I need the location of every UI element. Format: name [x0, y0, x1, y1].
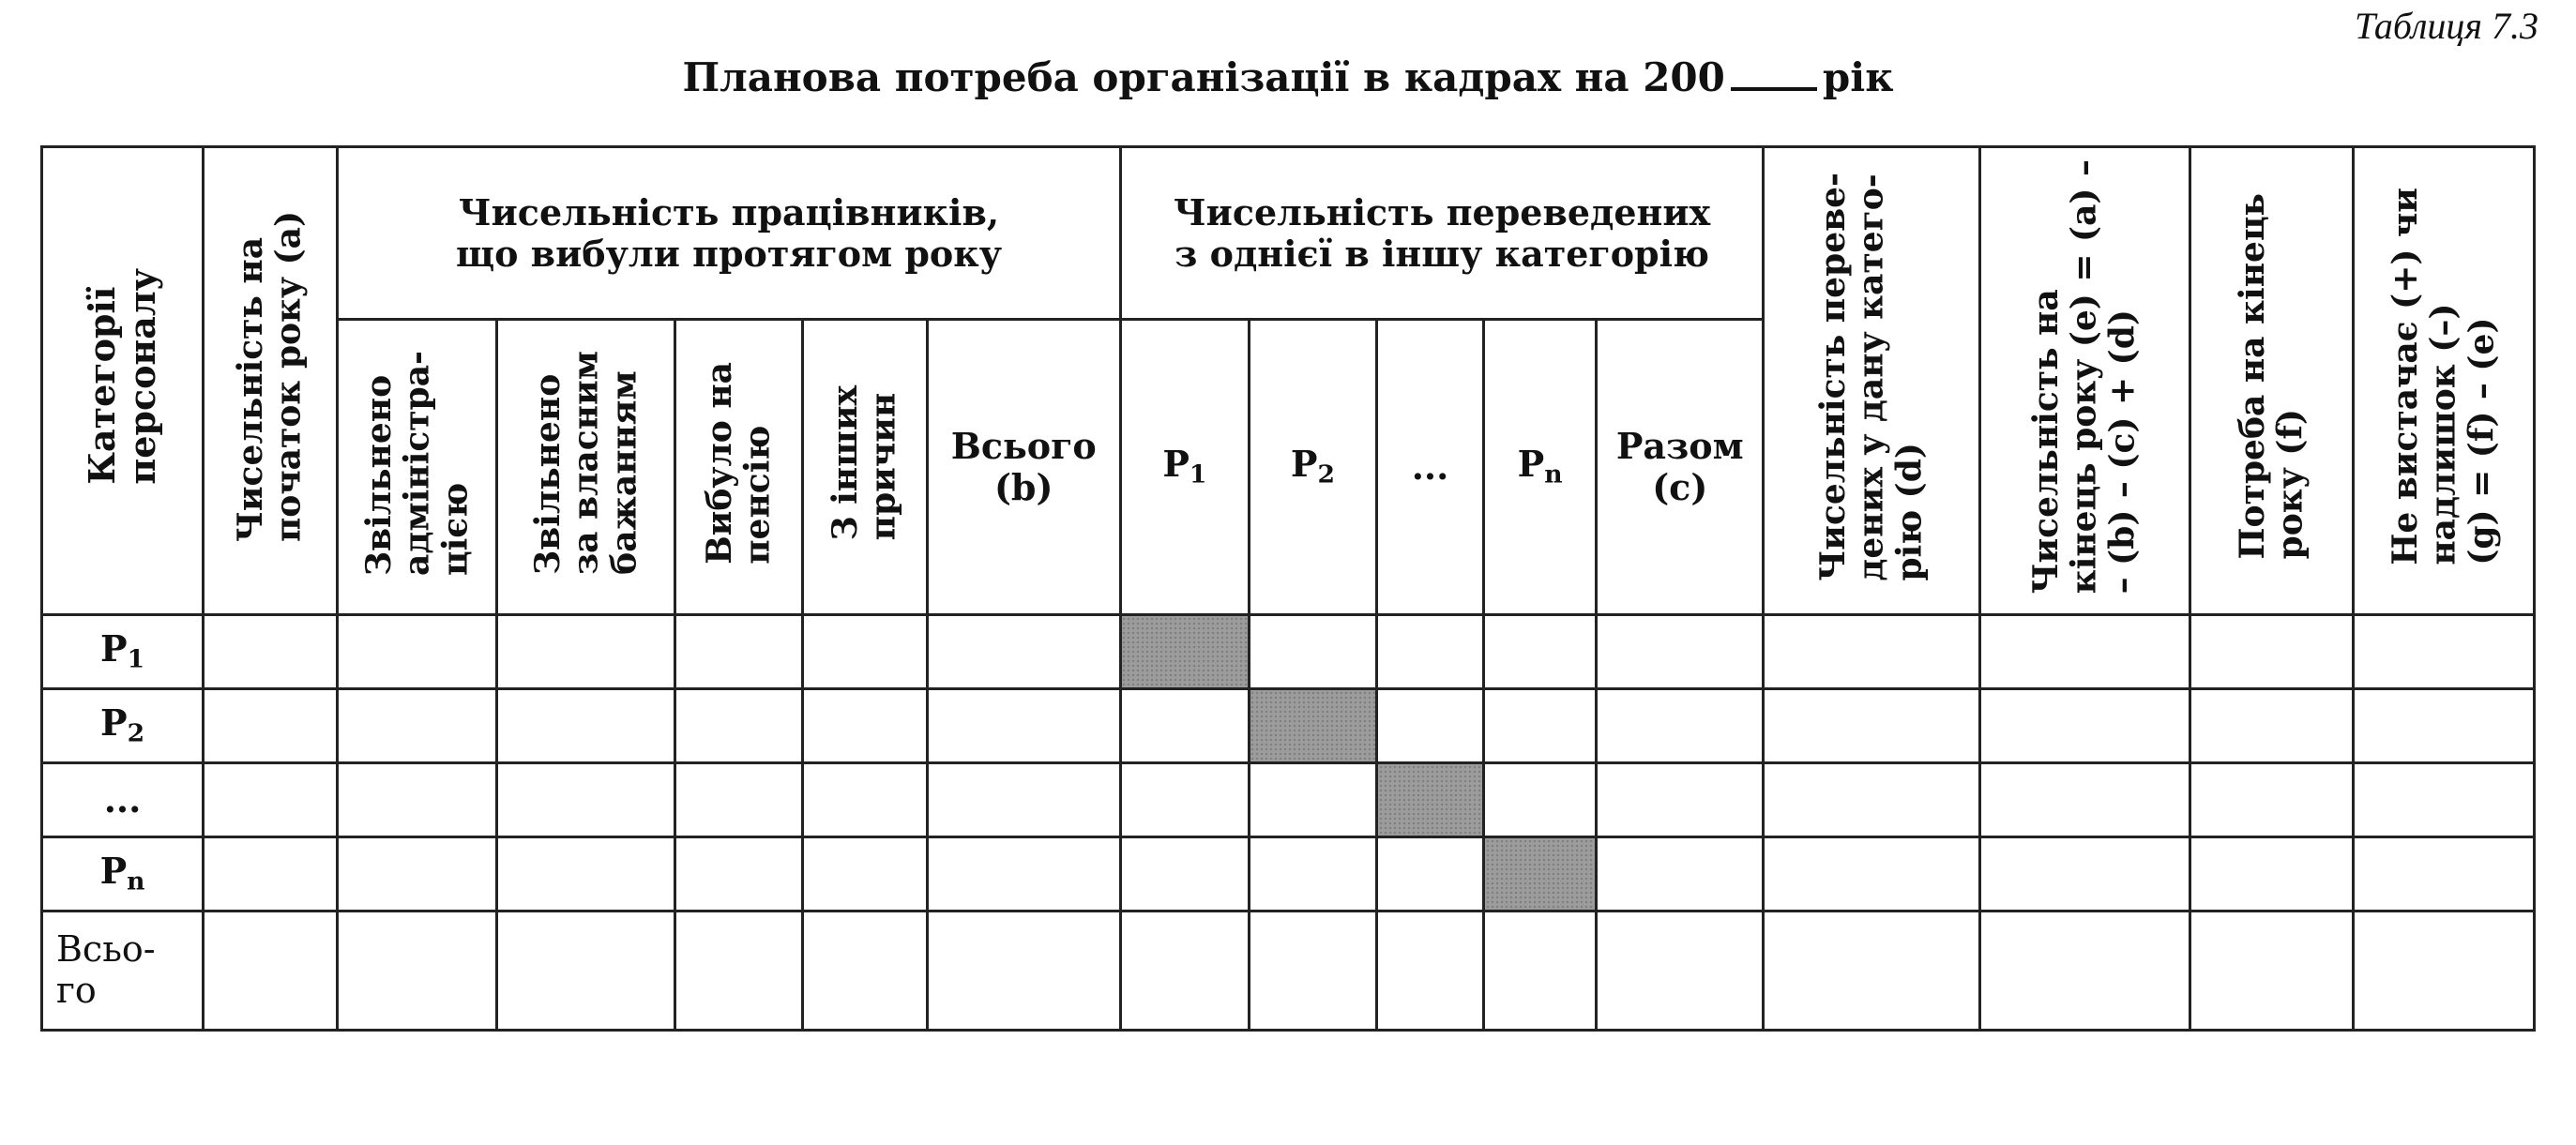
data-cell[interactable] — [497, 837, 675, 911]
data-cell[interactable] — [2190, 911, 2353, 1031]
data-cell[interactable] — [204, 911, 338, 1031]
data-cell[interactable] — [927, 689, 1120, 763]
row-label-text: P — [100, 627, 128, 670]
data-cell[interactable] — [802, 763, 927, 837]
data-cell[interactable] — [497, 911, 675, 1031]
title-suffix: рік — [1822, 54, 1894, 100]
data-cell[interactable] — [802, 615, 927, 689]
data-cell[interactable] — [1764, 911, 1979, 1031]
header-need-text: Потреба на кінець року (f) — [2232, 193, 2311, 560]
header-transfer-total: Разом (с) — [1597, 320, 1764, 615]
header-category-text: Категорії персоналу — [80, 268, 163, 485]
header-transfer-p2 — [1249, 320, 1376, 615]
data-cell[interactable] — [675, 911, 802, 1031]
row-label — [42, 911, 204, 1031]
table-row — [42, 763, 2535, 837]
header-left-other-text: З інших причин — [825, 384, 903, 541]
row-label — [42, 837, 204, 911]
data-cell[interactable] — [2190, 837, 2353, 911]
row-label-sub: n — [127, 867, 145, 897]
table-row — [42, 689, 2535, 763]
data-cell[interactable] — [204, 689, 338, 763]
data-cell[interactable] — [1484, 689, 1597, 763]
header-left-own-text: Звільнено за власним бажанням — [527, 351, 644, 576]
shaded-cell — [1377, 763, 1484, 837]
data-cell[interactable] — [675, 615, 802, 689]
data-cell[interactable] — [1597, 615, 1764, 689]
row-label — [42, 689, 204, 763]
data-cell[interactable] — [204, 615, 338, 689]
p2-sub: 2 — [1317, 460, 1336, 490]
data-cell[interactable] — [497, 689, 675, 763]
header-left-pension-text: Вибуло на пенсію — [699, 361, 778, 565]
data-cell[interactable] — [802, 837, 927, 911]
header-left-group: Чисельність працівників, що вибули протягом року — [338, 147, 1121, 320]
data-cell[interactable] — [1120, 837, 1249, 911]
data-cell[interactable] — [2190, 763, 2353, 837]
header-start-count — [204, 147, 338, 615]
shaded-cell — [1484, 837, 1597, 911]
data-cell[interactable] — [675, 689, 802, 763]
pn-sub: n — [1544, 460, 1563, 490]
p1-sub: 1 — [1189, 460, 1207, 490]
staffing-table — [40, 145, 2536, 1032]
header-category — [42, 147, 204, 615]
data-cell[interactable] — [802, 911, 927, 1031]
data-cell[interactable] — [2353, 689, 2534, 763]
data-cell[interactable] — [497, 763, 675, 837]
data-cell[interactable] — [497, 615, 675, 689]
shaded-cell — [1249, 689, 1376, 763]
data-cell[interactable] — [2190, 615, 2353, 689]
pn-letter: P — [1517, 443, 1545, 486]
header-left-admin-text: Звільнено адміністра- цією — [358, 350, 476, 576]
header-left-admin — [338, 320, 497, 615]
data-cell[interactable] — [1249, 763, 1376, 837]
header-left-total: Всього (b) — [927, 320, 1120, 615]
year-blank — [1731, 57, 1817, 91]
header-transfer-group: Чисельність переведених з однієї в іншу категорію — [1120, 147, 1764, 320]
data-cell[interactable] — [1764, 615, 1979, 689]
data-cell[interactable] — [1597, 689, 1764, 763]
row-label — [42, 763, 204, 837]
data-cell[interactable] — [338, 837, 497, 911]
data-cell[interactable] — [1377, 615, 1484, 689]
table-row — [42, 837, 2535, 911]
row-label-sub: 1 — [127, 645, 145, 675]
data-cell[interactable] — [2353, 837, 2534, 911]
data-cell[interactable] — [204, 763, 338, 837]
data-cell[interactable] — [927, 763, 1120, 837]
header-end-count-text: Чисельність на кінець року (е) = (а) – – (b) – (с) + (d) — [2026, 158, 2143, 595]
data-cell[interactable] — [1377, 911, 1484, 1031]
header-left-own — [497, 320, 675, 615]
header-left-other — [802, 320, 927, 615]
data-cell[interactable] — [2353, 911, 2534, 1031]
header-shortage-text: Не вистачає (+) чи надлишок (–) (g) = (f) – (e) — [2385, 188, 2502, 565]
row-label-text: P — [99, 850, 128, 893]
table-number: Таблиця 7.3 — [2355, 5, 2538, 47]
data-cell[interactable] — [1249, 837, 1376, 911]
data-cell[interactable] — [1597, 837, 1764, 911]
header-start-count-text: Чисельність на початок року (а) — [231, 211, 310, 543]
header-transfer-p1 — [1120, 320, 1249, 615]
data-cell[interactable] — [1120, 763, 1249, 837]
data-cell[interactable] — [1764, 689, 1979, 763]
p1-letter: P — [1162, 443, 1190, 486]
data-cell[interactable] — [338, 763, 497, 837]
data-cell[interactable] — [1597, 911, 1764, 1031]
data-cell[interactable] — [675, 837, 802, 911]
data-cell[interactable] — [2190, 689, 2353, 763]
data-cell[interactable] — [1377, 837, 1484, 911]
header-transfer-dots: ... — [1377, 320, 1484, 615]
data-cell[interactable] — [1484, 615, 1597, 689]
shaded-cell — [1120, 615, 1249, 689]
data-cell[interactable] — [802, 689, 927, 763]
title-text: Планова потреба організації в кадрах на 200 — [682, 54, 1725, 100]
data-cell[interactable] — [1597, 763, 1764, 837]
table-row — [42, 911, 2535, 1031]
data-cell[interactable] — [1249, 911, 1376, 1031]
table-title — [0, 54, 2576, 100]
data-cell[interactable] — [675, 763, 802, 837]
data-cell[interactable] — [204, 837, 338, 911]
data-cell[interactable] — [1120, 689, 1249, 763]
data-cell[interactable] — [1249, 615, 1376, 689]
data-cell[interactable] — [1484, 911, 1597, 1031]
header-need — [2190, 147, 2353, 615]
header-end-count — [1979, 147, 2190, 615]
p2-letter: P — [1290, 443, 1318, 486]
data-cell[interactable] — [1979, 837, 2190, 911]
row-label — [42, 615, 204, 689]
header-shortage — [2353, 147, 2534, 615]
data-cell[interactable] — [927, 911, 1120, 1031]
data-cell[interactable] — [2353, 615, 2534, 689]
data-cell[interactable] — [1979, 763, 2190, 837]
data-cell[interactable] — [2353, 763, 2534, 837]
data-cell[interactable] — [1979, 911, 2190, 1031]
data-cell[interactable] — [1120, 911, 1249, 1031]
row-label-sub: 2 — [127, 719, 145, 749]
header-transferred-in-text: Чисельність переве- дених у дану катего- рію (d) — [1812, 172, 1930, 581]
data-cell[interactable] — [1764, 763, 1979, 837]
header-transfer-pn — [1484, 320, 1597, 615]
data-cell[interactable] — [1484, 763, 1597, 837]
data-cell[interactable] — [927, 615, 1120, 689]
data-cell[interactable] — [1979, 615, 2190, 689]
data-cell[interactable] — [338, 615, 497, 689]
data-cell[interactable] — [927, 837, 1120, 911]
table-row — [42, 615, 2535, 689]
data-cell[interactable] — [338, 689, 497, 763]
header-left-pension — [675, 320, 802, 615]
row-label-text: Всьо- го — [56, 928, 156, 1011]
row-label-text: P — [100, 701, 128, 745]
data-cell[interactable] — [1377, 689, 1484, 763]
data-cell[interactable] — [1764, 837, 1979, 911]
data-cell[interactable] — [338, 911, 497, 1031]
header-transferred-in — [1764, 147, 1979, 615]
row-label-text: ... — [103, 778, 142, 821]
data-cell[interactable] — [1979, 689, 2190, 763]
